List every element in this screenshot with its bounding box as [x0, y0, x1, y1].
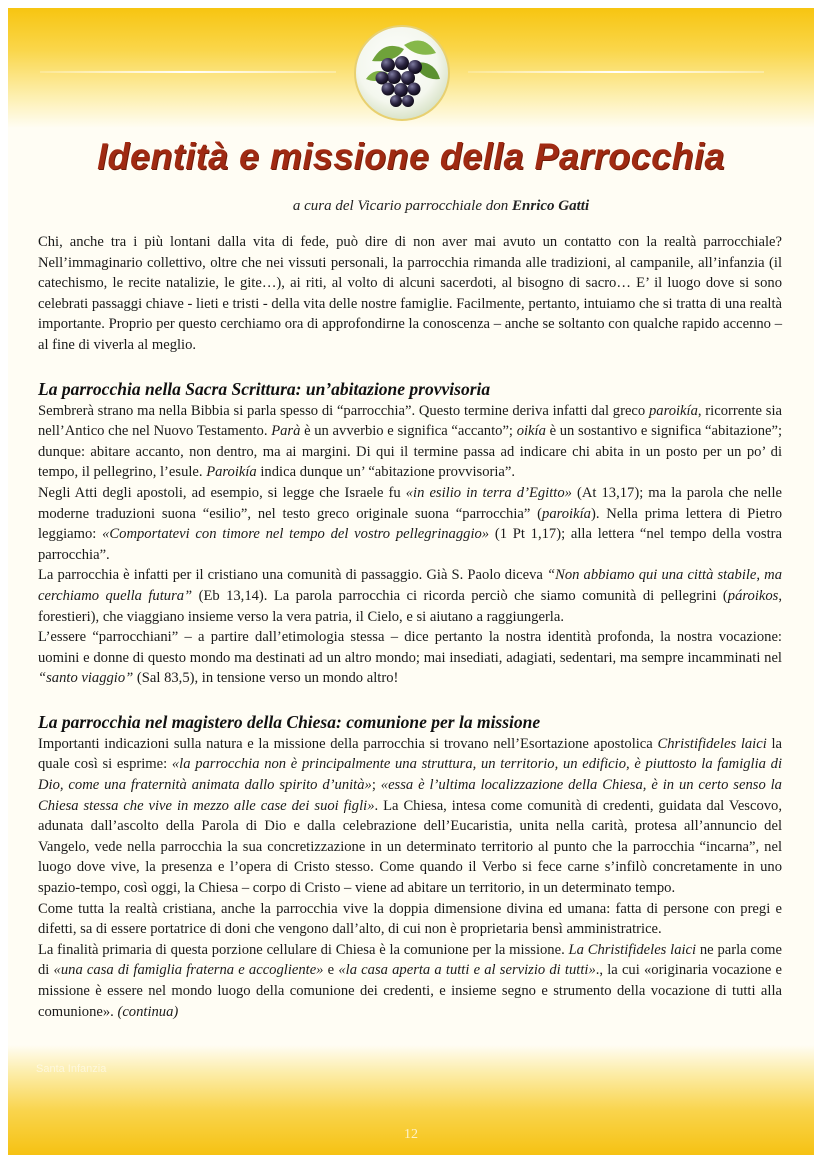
article-body — [38, 232, 782, 1022]
page-number: 12 — [404, 1127, 418, 1142]
section1-paragraph-1: Sembrerà strano ma nella Bibbia si parla spesso di “parrocchia”. Questo termine deriva infatti dal greco paroikía, ricorrente sia nell’Antico che nel Nuovo Testamento. Parà è un avverbio e significa “accanto”; oikía è un sostantivo e significa “abitazione”; dunque: abitare accanto, non dentro, ma ai margini. Di qui il termine passa ad indicare chi abita in un posto per un po’ di tempo, il pellegrino, l’esule. Paroikía indica dunque un’ “abitazione provvisoria”. — [38, 402, 783, 481]
section1-paragraph-2: Negli Atti degli apostoli, ad esempio, si legge che Israele fu «in esilio in terra d’Egitto» (At 13,17); ma la parola che nelle moderne traduzioni suona “esilio”, nel testo greco originale suona “parrocchia” (paroikía). Nella prima lettera di Pietro leggiamo: «Comportatevi con timore nel tempo del vostro pellegrinaggio» (1 Pt 1,17); alla lettera “nel tempo della vostra parrocchia”. — [38, 484, 782, 563]
byline-author: Enrico Gatti — [512, 198, 590, 214]
section-heading-magisterium: La parrocchia nel magistero della Chiesa: comunione per la missione — [38, 711, 541, 732]
header-rule-right — [468, 71, 764, 73]
section2-paragraph-1: Importanti indicazioni sulla natura e la missione della parrocchia si trovano nell’Esortazione apostolica Christifideles laici la quale così si esprime: «la parrocchia non è principalmente una struttura, un territorio, un edificio, è piuttosto la famiglia di Dio, come una fraternità animata dallo spirito d’unità»; «essa è l’ultima localizzazione della Chiesa, è in un certo senso la Chiesa stessa che vive in mezzo alle case dei suoi figli». La Chiesa, intesa come comunità di credenti, guidata dal Vescovo, adunata dall’ascolto della Parola di Dio e dalla celebrazione dell’Eucaristia, unita nella carità, protesa all’annuncio del Vangelo, vede nella parrocchia la sua concretizzazione in un determinato territorio al punto che la parrocchia “incarna”, nel luogo dove vive, la presenza e l’opera di Cristo stesso. Come quando il Verbo si fece carne s’infilò concretamente in uno spazio-tempo, così oggi, la Chiesa – corpo di Cristo – viene ad abitare un territorio, in un determinato tempo. — [38, 735, 783, 897]
header-rule-left — [40, 71, 336, 73]
footer-section-label: Santa Infanzia — [36, 1063, 107, 1075]
section2-paragraph-2: Come tutta la realtà cristiana, anche la parrocchia vive la doppia dimensione divina ed umana: fatta di persone con pregi e difetti, sa di essere portatrice di doni che vengono dall’alto, di cui non è proprietaria bensì amministratrice. — [38, 900, 782, 938]
section1-paragraph-4: L’essere “parrocchiani” – a partire dall’etimologia stessa – dice pertanto la nostra identità profonda, la nostra vocazione: uomini e donne di questo mondo ma destinati ad un altro mondo; mai insediati, adagiati, sedentari, ma sempre incamminati nel “santo viaggio” (Sal 83,5), in tensione verso un mondo altro! — [38, 629, 782, 687]
section2-paragraph-3: La finalità primaria di questa porzione cellulare di Chiesa è la comunione per la missione. La Christifideles laici ne parla come di «una casa di famiglia fraterna e accogliente» e «la casa aperta a tutti e al servizio di tutti»., la cui «originaria vocazione e missione è essere nel mondo luogo della comunione dei credenti, e insieme segno e strumento della vocazione di tutti alla comunione». (continua) — [38, 941, 783, 1020]
intro-paragraph: Chi, anche tra i più lontani dalla vita di fede, può dire di non aver mai avuto un contatto con la realtà parrocchiale? Nell’immaginario collettivo, oltre che nei vissuti personali, la parrocchia rimanda alle tradizioni, al campanile, all’infanzia (il catechismo, le recite natalizie, le gite…), ai riti, al volto di alcuni sacerdoti, al bisogno di sacro… E’ il luogo dove si sono celebrati passaggi chiave - lieti e tristi - della vita delle nostre famiglie. Facilmente, pertanto, intuiamo che si tratta di una realtà importante. Proprio per questo cerchiamo ora di approfondirne la conoscenza – anche se soltanto con qualche rapido accenno – al fine di viverla al meglio. — [38, 234, 783, 353]
byline-prefix: a cura del Vicario parrocchiale don — [292, 198, 513, 214]
grapes-emblem-icon — [352, 23, 452, 123]
byline — [8, 198, 814, 215]
section1-paragraph-3: La parrocchia è infatti per il cristiano una comunità di passaggio. Già S. Paolo diceva “Non abbiamo qui una città stabile, ma cerchiamo quella futura” (Eb 13,14). La parola parrocchia ci ricorda perciò che siamo comunità di pellegrini (pároikos, forestieri), che viaggiano insieme verso la vera patria, il Cielo, e si aiutano a raggiungerla. — [38, 567, 782, 625]
section-heading-scripture: La parrocchia nella Sacra Scrittura: un’abitazione provvisoria — [38, 378, 491, 399]
page-title: Identità e missione della Parrocchia — [97, 136, 725, 177]
page — [8, 8, 814, 1155]
